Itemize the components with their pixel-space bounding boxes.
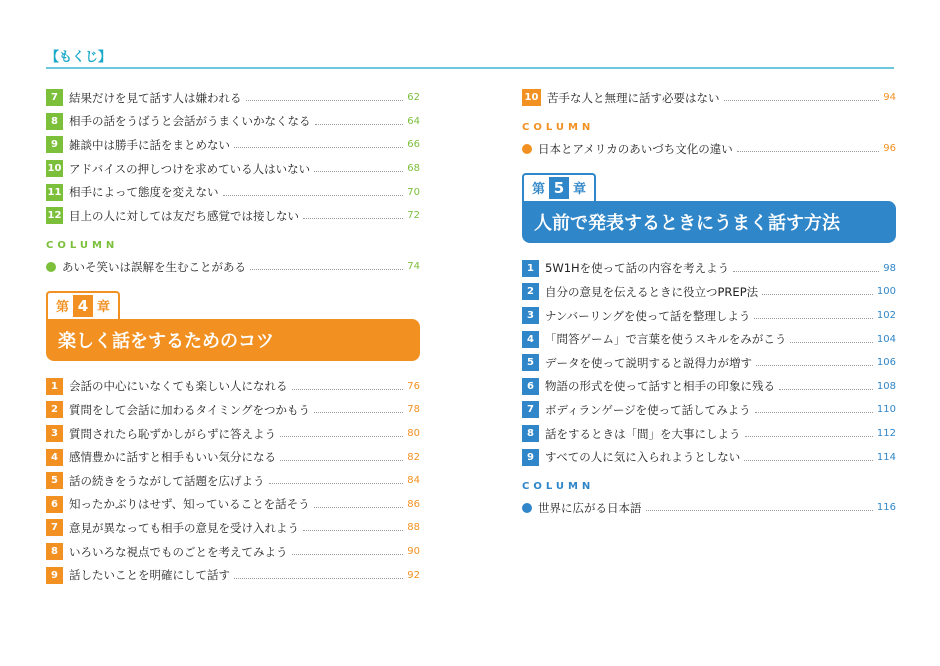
right-column xyxy=(522,86,896,518)
toc-entry[interactable] xyxy=(46,516,420,540)
toc-entry[interactable] xyxy=(46,493,420,517)
entry-page: 114 xyxy=(876,451,896,463)
leader-dots xyxy=(280,460,403,461)
entry-title: 日本とアメリカのあいづち文化の違い xyxy=(538,141,733,156)
entry-title: 会話の中心にいなくても楽しい人になれる xyxy=(69,379,288,394)
column-label: COLUMN xyxy=(522,121,595,133)
entry-page: 104 xyxy=(876,333,896,345)
leader-dots xyxy=(269,483,404,484)
entry-page: 68 xyxy=(407,163,420,175)
entry-number: 8 xyxy=(522,425,539,442)
entry-number: 2 xyxy=(46,401,63,418)
entry-page: 72 xyxy=(407,210,420,222)
entry-title: 知ったかぶりはせず、知っていることを話そう xyxy=(69,497,310,512)
entry-number: 3 xyxy=(46,425,63,442)
entry-number: 8 xyxy=(46,113,63,130)
entry-page: 116 xyxy=(876,502,896,514)
entry-title: 質問されたら恥ずかしがらずに答えよう xyxy=(69,426,276,441)
entry-page: 94 xyxy=(883,92,896,104)
entry-title: 物語の形式を使って話すと相手の印象に残る xyxy=(545,379,775,394)
entry-number: 9 xyxy=(46,136,63,153)
chapter-5-list xyxy=(522,257,896,469)
entry-title: 話をするときは「間」を大事にしよう xyxy=(545,426,741,441)
chapter-suffix: 章 xyxy=(97,300,111,316)
entry-title: いろいろな視点でものごとを考えてみよう xyxy=(69,544,288,559)
chapter-prefix: 第 xyxy=(532,182,546,198)
entry-title: 話したいことを明確にして話す xyxy=(69,568,230,583)
toc-entry[interactable] xyxy=(46,133,420,157)
toc-entry[interactable] xyxy=(46,563,420,587)
entry-number: 9 xyxy=(522,449,539,466)
toc-entry[interactable] xyxy=(46,445,420,469)
entry-title: 5W1Hを使って話の内容を考えよう xyxy=(545,261,730,276)
header-divider xyxy=(46,67,894,69)
toc-entry[interactable] xyxy=(46,180,420,204)
toc-entry[interactable] xyxy=(522,86,896,110)
entry-number: 10 xyxy=(522,89,541,106)
entry-number: 2 xyxy=(522,283,539,300)
toc-entry[interactable] xyxy=(522,304,896,328)
entry-title: 苦手な人と無理に話す必要はない xyxy=(547,90,720,105)
entry-title: 話の続きをうながして話題を広げよう xyxy=(69,473,265,488)
toc-entry[interactable] xyxy=(46,86,420,110)
leader-dots xyxy=(234,578,403,579)
toc-entry[interactable] xyxy=(46,422,420,446)
column-entry[interactable] xyxy=(522,498,896,518)
entry-page: 98 xyxy=(883,262,896,274)
entry-title: 目上の人に対しては友だち感覚では接しない xyxy=(69,208,299,223)
leader-dots xyxy=(234,147,403,148)
entry-page: 106 xyxy=(876,357,896,369)
entry-number: 6 xyxy=(46,496,63,513)
entry-number: 10 xyxy=(46,160,63,177)
entry-page: 110 xyxy=(876,404,896,416)
leader-dots xyxy=(250,269,403,270)
entry-number: 8 xyxy=(46,543,63,560)
entry-title: 結果だけを見て話す人は嫌われる xyxy=(69,90,242,105)
leader-dots xyxy=(315,124,404,125)
chapter-number: 5 xyxy=(549,177,569,199)
toc-entry[interactable] xyxy=(46,110,420,134)
entry-title: 質問をして会話に加わるタイミングをつかもう xyxy=(69,402,311,417)
leader-dots xyxy=(744,460,873,461)
entry-title: アドバイスの押しつけを求めている人はいない xyxy=(69,161,311,176)
entry-page: 70 xyxy=(407,186,420,198)
entry-number: 12 xyxy=(46,207,63,224)
entry-page: 80 xyxy=(407,428,420,440)
leader-dots xyxy=(223,195,404,196)
entry-title: ボディランゲージを使って話してみよう xyxy=(545,402,751,417)
entry-page: 64 xyxy=(407,115,420,127)
entry-page: 90 xyxy=(407,546,420,558)
column-entry[interactable] xyxy=(46,257,420,277)
bullet-dot-icon xyxy=(522,144,532,154)
toc-entry[interactable] xyxy=(522,375,896,399)
entry-title: 相手によって態度を変えない xyxy=(69,185,219,200)
entry-page: 88 xyxy=(407,522,420,534)
entry-title: 自分の意見を伝えるときに役立つPREP法 xyxy=(545,284,759,299)
entry-title: 感情豊かに話すと相手もいい気分になる xyxy=(69,450,276,465)
chapter-title: 人前で発表するときにうまく話す方法 xyxy=(522,201,896,243)
entry-page: 78 xyxy=(407,404,420,416)
leader-dots xyxy=(314,507,404,508)
entry-number: 5 xyxy=(46,472,63,489)
leader-dots xyxy=(790,342,873,343)
entry-number: 7 xyxy=(522,401,539,418)
toc-entry[interactable] xyxy=(522,422,896,446)
toc-entry[interactable] xyxy=(522,398,896,422)
entry-number: 4 xyxy=(522,331,539,348)
entry-number: 9 xyxy=(46,567,63,584)
entry-title: あいそ笑いは誤解を生むことがある xyxy=(62,259,246,274)
toc-entry[interactable] xyxy=(46,375,420,399)
leader-dots xyxy=(646,510,873,511)
leader-dots xyxy=(733,271,879,272)
bullet-dot-icon xyxy=(522,503,532,513)
leader-dots xyxy=(756,365,873,366)
leader-dots xyxy=(754,318,873,319)
leader-dots xyxy=(303,218,403,219)
toc-entry[interactable] xyxy=(46,204,420,228)
entry-page: 62 xyxy=(407,92,420,104)
leader-dots xyxy=(762,294,873,295)
leader-dots xyxy=(303,530,403,531)
toc-entry[interactable] xyxy=(46,398,420,422)
chapter-prefix: 第 xyxy=(56,300,70,316)
entry-number: 1 xyxy=(522,260,539,277)
leader-dots xyxy=(314,171,403,172)
toc-entry[interactable] xyxy=(46,157,420,181)
leader-dots xyxy=(745,436,873,437)
entry-page: 96 xyxy=(883,143,896,155)
leader-dots xyxy=(292,554,404,555)
entry-number: 3 xyxy=(522,307,539,324)
toc-entry[interactable] xyxy=(522,257,896,281)
chapter-tag xyxy=(46,291,120,319)
leader-dots xyxy=(280,436,403,437)
column-label: COLUMN xyxy=(46,239,119,251)
entry-title: 相手の話をうばうと会話がうまくいかなくなる xyxy=(69,114,311,129)
entry-number: 4 xyxy=(46,449,63,466)
column-entry[interactable] xyxy=(522,139,896,159)
entry-page: 82 xyxy=(407,451,420,463)
toc-entry[interactable] xyxy=(522,351,896,375)
chapter-4-heading xyxy=(46,291,420,361)
entry-title: 雑談中は勝手に話をまとめない xyxy=(69,137,230,152)
entry-page: 108 xyxy=(876,380,896,392)
entry-number: 1 xyxy=(46,378,63,395)
entry-title: 意見が異なっても相手の意見を受け入れよう xyxy=(69,520,299,535)
toc-entry[interactable] xyxy=(522,280,896,304)
leader-dots xyxy=(314,412,403,413)
entry-number: 5 xyxy=(522,354,539,371)
bullet-dot-icon xyxy=(46,262,56,272)
leader-dots xyxy=(292,389,404,390)
entry-number: 11 xyxy=(46,184,63,201)
left-column xyxy=(46,86,420,587)
entry-page: 76 xyxy=(407,380,420,392)
toc-header: 【もくじ】 xyxy=(46,50,112,65)
toc-entry[interactable] xyxy=(522,327,896,351)
entry-title: すべての人に気に入られようとしない xyxy=(545,450,741,465)
chapter-5-heading xyxy=(522,173,896,243)
toc-entry[interactable] xyxy=(46,469,420,493)
entry-title: 世界に広がる日本語 xyxy=(538,500,642,515)
entry-page: 84 xyxy=(407,475,420,487)
entry-page: 92 xyxy=(407,569,420,581)
chapter-tag xyxy=(522,173,596,201)
entry-title: 「問答ゲーム」で言葉を使うスキルをみがこう xyxy=(545,332,787,347)
chapter-4-list xyxy=(46,375,420,587)
entry-page: 74 xyxy=(407,261,420,273)
leader-dots xyxy=(246,100,404,101)
entry-title: ナンバーリングを使って話を整理しよう xyxy=(545,308,751,323)
entry-page: 102 xyxy=(876,310,896,322)
leader-dots xyxy=(755,412,873,413)
entry-number: 7 xyxy=(46,519,63,536)
entry-page: 100 xyxy=(876,286,896,298)
entry-number: 7 xyxy=(46,89,63,106)
leader-dots xyxy=(724,100,880,101)
leader-dots xyxy=(737,151,880,152)
left-top-list xyxy=(46,86,420,228)
toc-entry[interactable] xyxy=(522,445,896,469)
entry-page: 86 xyxy=(407,498,420,510)
entry-number: 6 xyxy=(522,378,539,395)
chapter-suffix: 章 xyxy=(573,182,587,198)
column-label: COLUMN xyxy=(522,480,595,492)
entry-page: 66 xyxy=(407,139,420,151)
chapter-number: 4 xyxy=(73,295,93,317)
leader-dots xyxy=(779,389,873,390)
entry-page: 112 xyxy=(876,428,896,440)
entry-title: データを使って説明すると説得力が増す xyxy=(545,355,752,370)
toc-entry[interactable] xyxy=(46,540,420,564)
chapter-title: 楽しく話をするためのコツ xyxy=(46,319,420,361)
